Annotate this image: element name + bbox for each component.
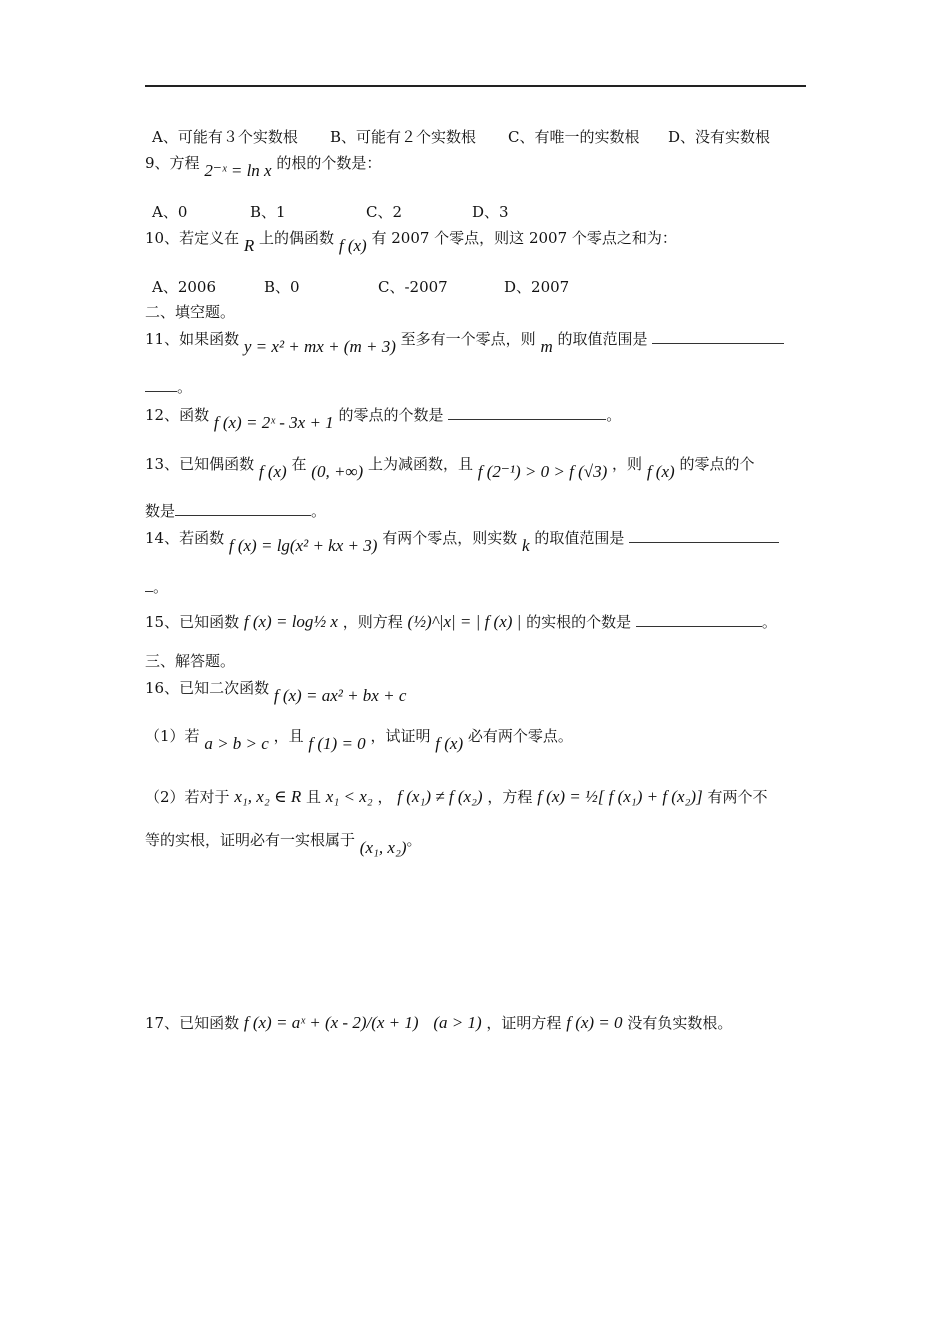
header-rule [145, 85, 806, 87]
q16-2-line2: 等的实根，证明必有一实根属于 [145, 831, 356, 849]
q13-t4: 的零点的个 [679, 455, 755, 473]
q16-2-t1: 且 [306, 788, 322, 806]
q14-mid: 有两个零点，则实数 [382, 529, 518, 547]
q16-2-interval: (x₁, x₂) [359, 838, 407, 857]
q10-option-b: B、0 [264, 278, 300, 296]
q16-1-t1: ，且 [273, 727, 304, 745]
q8-options [152, 126, 770, 148]
q12-function: f (x) = 2ˣ - 3x + 1 [213, 413, 334, 432]
question-9 [145, 152, 382, 180]
question-16-part-1 [145, 725, 573, 753]
q15-function: f (x) = log½ x [243, 612, 338, 631]
q13-interval: (0, +∞) [311, 462, 364, 481]
q16-2-prefix: （2）若对于 [145, 788, 230, 806]
q11-mid: 至多有一个零点，则 [400, 330, 536, 348]
q13-inequality: f (2⁻¹) > 0 > f (√3) [477, 462, 608, 481]
q13-t2: 上为减函数，且 [368, 455, 474, 473]
question-14 [145, 527, 779, 555]
q17-prefix: 17、已知函数 [145, 1014, 240, 1032]
q10-mid: 上的偶函数 [259, 229, 335, 247]
q13-answer-blank[interactable] [175, 501, 311, 516]
q10-option-d: D、2007 [504, 278, 570, 296]
q10-options [152, 276, 569, 298]
q15-equation: (½)^|x| = | f (x) | [407, 612, 522, 631]
q16-2-continuation [145, 829, 422, 857]
q16-1-inequality: a > b > c [204, 734, 269, 753]
q13-prefix: 13、已知偶函数 [145, 455, 255, 473]
q16-2-inequality: f (x₁) ≠ f (x₂) [397, 787, 483, 806]
q9-options [152, 201, 509, 223]
q16-2-t2: ， [377, 788, 393, 806]
q13-function-2: f (x) [646, 462, 675, 481]
q9-option-b: B、1 [250, 203, 286, 221]
question-17 [145, 1012, 732, 1034]
q14-var-k: k [522, 536, 530, 555]
q13-continuation [145, 500, 326, 522]
q17-suffix: 没有负实数根。 [627, 1014, 733, 1032]
q9-equation: 2⁻ˣ = ln x [204, 161, 272, 180]
q10-set-r: R [243, 236, 255, 255]
q16-2-t3: ，方程 [487, 788, 533, 806]
q16-1-function: f (x) [435, 734, 464, 753]
question-16 [145, 677, 407, 705]
q10-suffix: 有 2007 个零点，则这 2007 个零点之和为： [371, 229, 677, 247]
q12-end: 。 [606, 406, 622, 424]
q9-suffix: 的根的个数是： [276, 154, 382, 172]
q17-mid: ，证明方程 [486, 1014, 562, 1032]
q16-1-prefix: （1）若 [145, 727, 200, 745]
q9-option-c: C、2 [366, 203, 403, 221]
q14-function: f (x) = lg(x² + kx + 3) [228, 536, 378, 555]
q13-line2: 数是 [145, 502, 176, 520]
q16-1-condition: f (1) = 0 [308, 734, 366, 753]
q16-2-end: 。 [406, 831, 422, 849]
section-fill-in-title: 二、填空题。 [145, 303, 236, 321]
q14-answer-blank-cont[interactable] [145, 577, 153, 592]
q9-prefix: 9、方程 [145, 154, 200, 172]
q13-t3: ，则 [612, 455, 643, 473]
q12-suffix: 的零点的个数是 [338, 406, 444, 424]
q11-answer-blank[interactable] [652, 329, 784, 344]
q16-2-equation: f (x) = ½[ f (x₁) + f (x₂)] [537, 787, 703, 806]
q13-function: f (x) [258, 462, 287, 481]
q11-prefix: 11、如果函数 [145, 330, 240, 348]
q11-answer-blank-cont[interactable] [145, 377, 177, 392]
q12-answer-blank[interactable] [448, 405, 606, 420]
q14-prefix: 14、若函数 [145, 529, 225, 547]
q8-option-c: C、有唯一的实数根 [508, 128, 640, 146]
q17-function: f (x) = aˣ + (x - 2)/(x + 1) [243, 1013, 419, 1032]
q8-option-a: A、可能有３个实数根 [152, 128, 298, 146]
q8-option-d: D、没有实数根 [668, 128, 771, 146]
q13-end: 。 [311, 502, 327, 520]
q9-option-d: D、3 [472, 203, 509, 221]
section-answer-title: 三、解答题。 [145, 652, 236, 670]
q11-suffix: 的取值范围是 [557, 330, 648, 348]
q10-prefix: 10、若定义在 [145, 229, 240, 247]
q10-function: f (x) [338, 236, 367, 255]
question-10 [145, 227, 677, 255]
question-13 [145, 453, 755, 481]
q16-2-domain: x₁, x₂ ∈ R [234, 787, 302, 806]
q14-suffix: 的取值范围是 [534, 529, 625, 547]
q16-1-t2: ，试证明 [370, 727, 431, 745]
q11-continuation [145, 376, 192, 398]
q15-end: 。 [761, 613, 777, 631]
q16-prefix: 16、已知二次函数 [145, 679, 270, 697]
q8-option-b: B、可能有２个实数根 [330, 128, 477, 146]
q11-var-m: m [540, 337, 553, 356]
q14-continuation [145, 576, 168, 598]
q10-option-c: C、-2007 [378, 278, 448, 296]
q15-mid: ，则方程 [342, 613, 403, 631]
question-11 [145, 328, 784, 356]
q17-equation: f (x) = 0 [566, 1013, 623, 1032]
q11-end: 。 [177, 378, 193, 396]
question-16-part-2 [145, 786, 768, 808]
q16-2-t4: 有两个不 [707, 788, 768, 806]
q17-condition: (a > 1) [433, 1013, 482, 1032]
q15-prefix: 15、已知函数 [145, 613, 240, 631]
q13-t1: 在 [291, 455, 307, 473]
question-12 [145, 404, 622, 432]
q16-1-t3: 必有两个零点。 [467, 727, 573, 745]
question-15 [145, 611, 777, 633]
q14-answer-blank[interactable] [629, 528, 779, 543]
q16-2-order: x₁ < x₂ [325, 787, 373, 806]
q15-answer-blank[interactable] [636, 612, 762, 627]
q16-function: f (x) = ax² + bx + c [273, 686, 407, 705]
q12-prefix: 12、函数 [145, 406, 210, 424]
q10-option-a: A、2006 [152, 278, 217, 296]
q11-function: y = x² + mx + (m + 3) [243, 337, 396, 356]
q14-end: 。 [153, 578, 169, 596]
q15-suffix: 的实根的个数是 [526, 613, 632, 631]
q9-option-a: A、0 [152, 203, 188, 221]
